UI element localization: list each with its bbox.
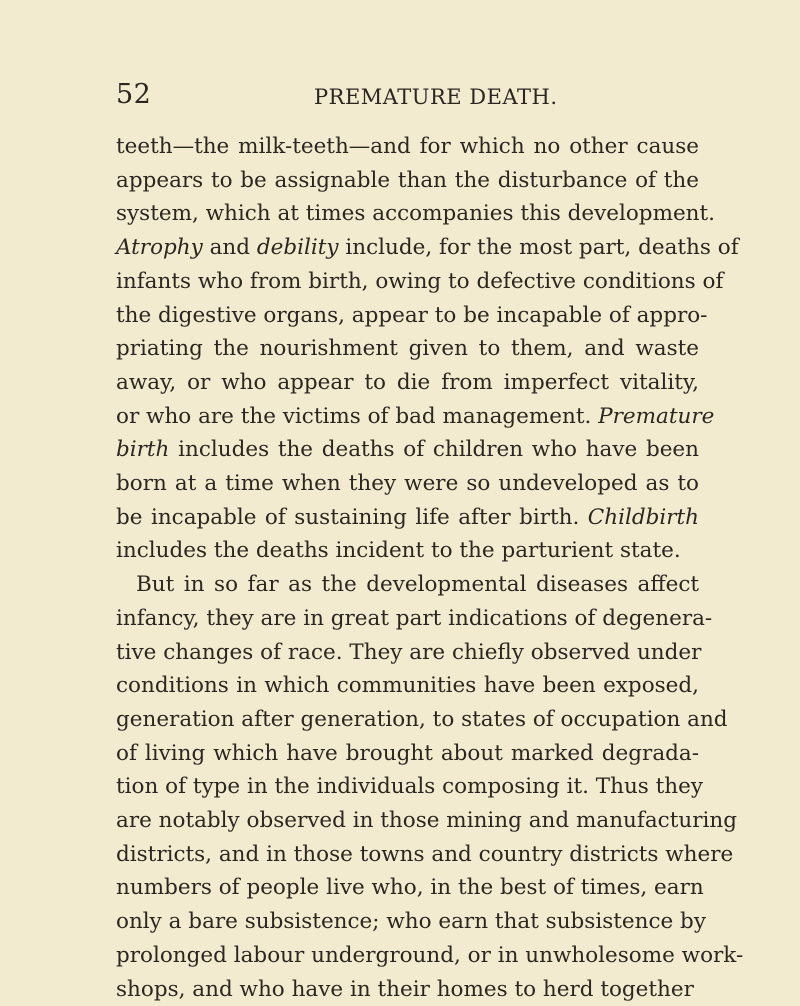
text-line xyxy=(116,804,737,838)
text-line xyxy=(116,467,699,501)
text-line xyxy=(116,366,699,400)
text-segment: infancy, they are in great part indications of degenera- xyxy=(116,605,713,631)
text-line xyxy=(116,130,699,164)
text-line xyxy=(116,669,699,703)
running-head: PREMATURE DEATH. xyxy=(314,85,558,109)
text-segment: teeth—the milk-teeth—and for which no other cause xyxy=(116,134,699,159)
text-line xyxy=(116,838,734,872)
text-line xyxy=(116,501,699,535)
italic-term: Atrophy xyxy=(116,235,203,261)
text-segment: include, for the most part, deaths of xyxy=(338,235,739,261)
text-line xyxy=(116,568,699,602)
italic-term: Premature xyxy=(598,403,715,429)
text-segment: system, which at times accompanies this development. xyxy=(116,201,715,227)
page-number: 52 xyxy=(116,79,152,110)
text-segment: of living which have brought about marked degrada- xyxy=(116,740,699,766)
text-segment: or who are the victims of bad management. xyxy=(116,403,599,429)
italic-term: Childbirth xyxy=(587,504,699,530)
text-line xyxy=(116,197,715,231)
text-segment: be incapable of sustaining life after birth. xyxy=(116,504,588,530)
text-segment: appears to be assignable than the disturbance of the xyxy=(116,167,699,193)
text-line xyxy=(116,703,728,737)
text-line xyxy=(116,636,702,670)
text-line xyxy=(116,737,699,771)
text-line xyxy=(116,332,699,366)
text-segment: born at a time when they were so undeveloped as to xyxy=(116,471,699,497)
body-text xyxy=(116,130,744,1006)
text-segment: the digestive organs, appear to be incapable of appro- xyxy=(116,302,708,328)
text-line xyxy=(116,299,708,333)
text-segment: prolonged labour underground, or in unwholesome work- xyxy=(116,942,744,968)
text-segment: generation after generation, to states of occupation and xyxy=(116,706,728,732)
text-segment: are notably observed in those mining and manufacturing xyxy=(116,808,737,834)
text-segment: and xyxy=(202,235,257,261)
text-segment: numbers of people live who, in the best of times, earn xyxy=(116,875,704,901)
text-segment: tive changes of race. They are chiefly observed under xyxy=(116,639,702,665)
text-line xyxy=(116,905,706,939)
text-segment: districts, and in those towns and country districts where xyxy=(116,841,734,867)
text-segment: But in so far as the developmental diseases affect xyxy=(136,572,699,598)
text-line xyxy=(116,602,713,636)
text-segment: away, or who appear to die from imperfect vitality, xyxy=(116,369,699,395)
text-line xyxy=(116,939,744,973)
text-segment: includes the deaths incident to the parturient state. xyxy=(116,538,681,564)
text-line xyxy=(116,433,699,467)
text-segment: includes the deaths of children who have been xyxy=(169,437,699,463)
text-segment: priating the nourishment given to them, and waste xyxy=(116,336,699,362)
text-line xyxy=(116,770,704,804)
italic-term: birth xyxy=(116,437,170,463)
italic-term: debility xyxy=(256,235,339,261)
text-line xyxy=(116,164,699,198)
text-segment: shops, and who have in their homes to herd together xyxy=(116,976,694,1002)
text-segment: tion of type in the individuals composing it. Thus they xyxy=(116,774,704,800)
text-line xyxy=(116,400,715,434)
text-line xyxy=(116,265,724,299)
text-segment: infants who from birth, owing to defective conditions of xyxy=(116,268,724,294)
text-segment: only a bare subsistence; who earn that subsistence by xyxy=(116,909,706,935)
text-segment: conditions in which communities have been exposed, xyxy=(116,673,699,699)
text-line xyxy=(116,871,704,905)
text-line xyxy=(116,534,699,568)
text-line xyxy=(116,231,739,265)
text-line xyxy=(116,973,699,1006)
